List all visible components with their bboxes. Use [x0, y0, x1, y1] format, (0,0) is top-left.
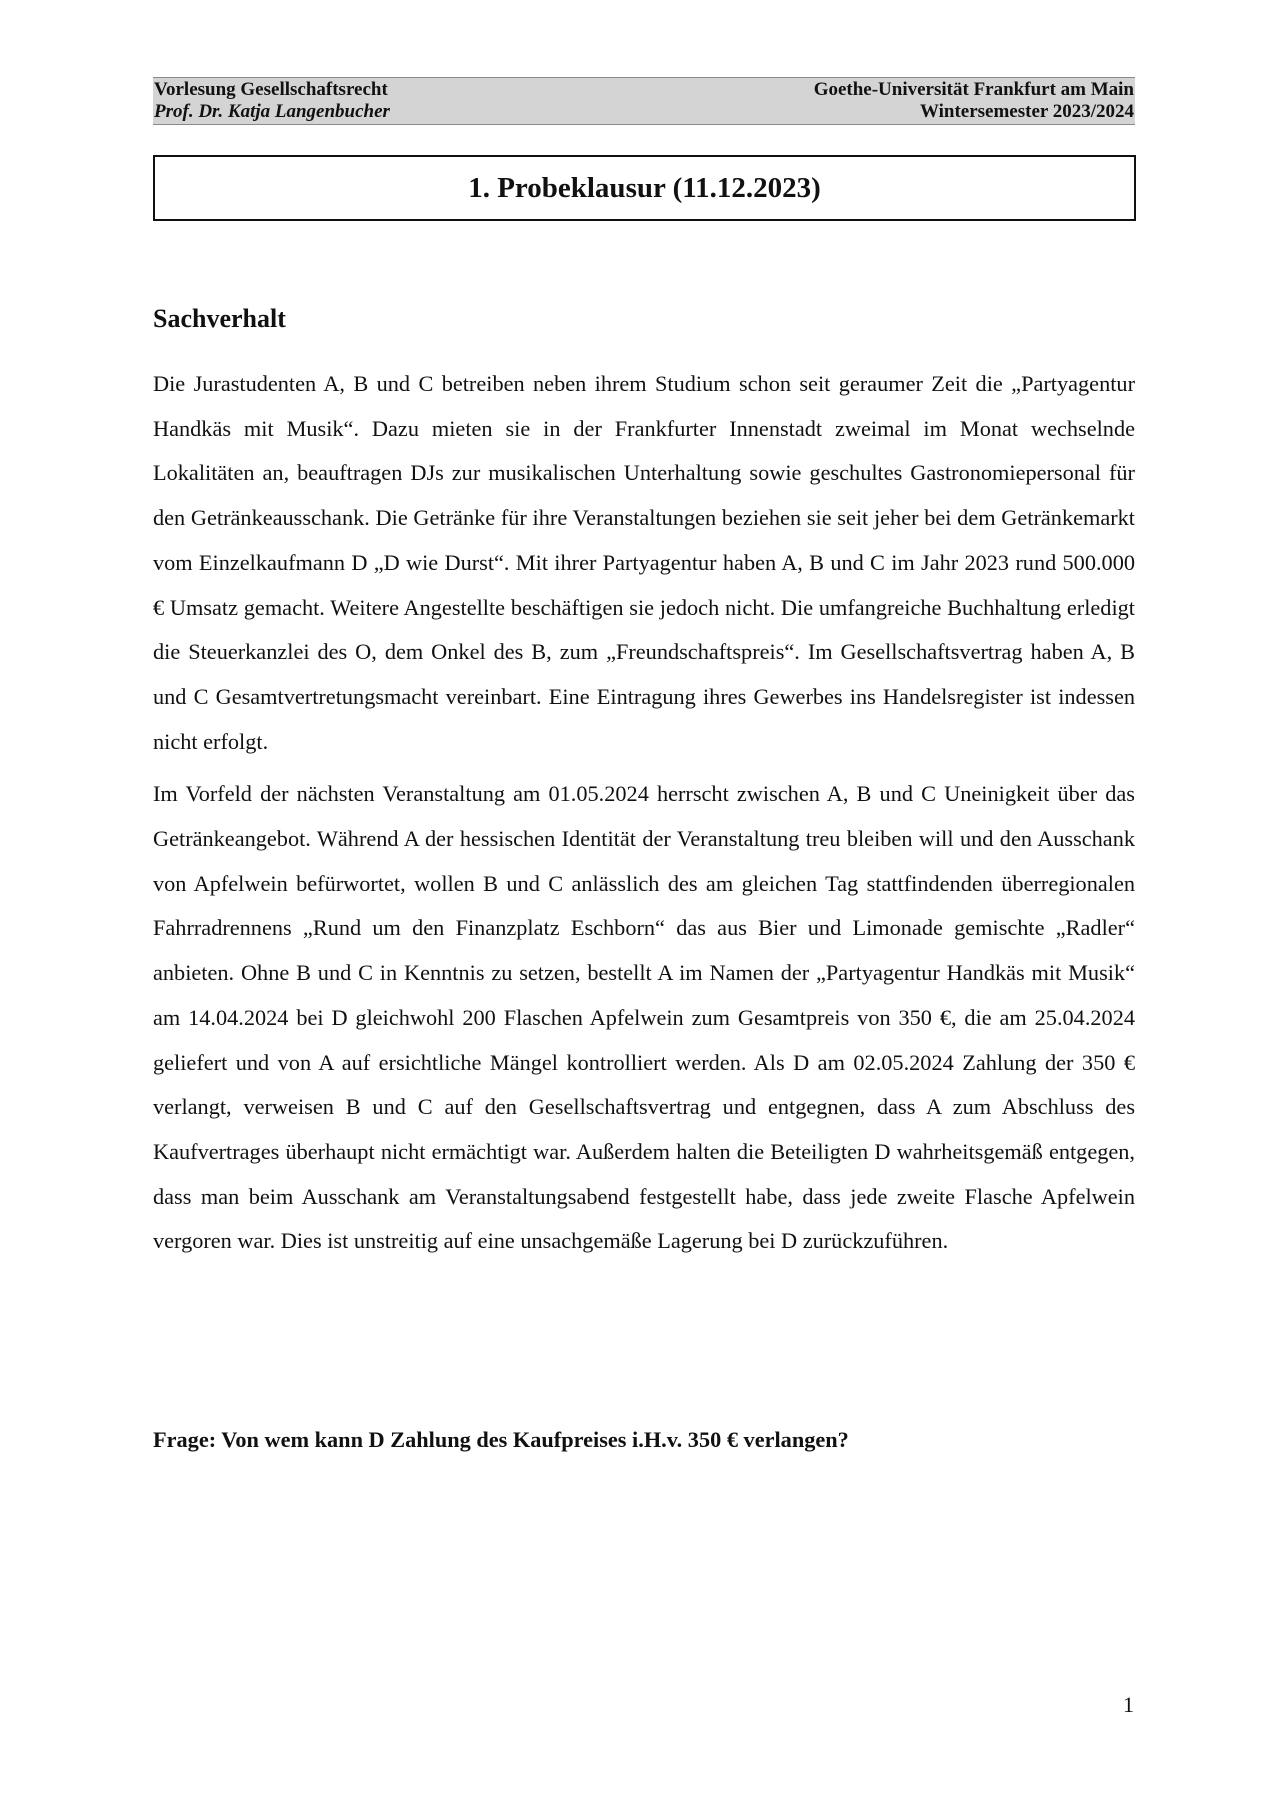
- page-number: 1: [1123, 1692, 1134, 1717]
- exam-title: 1. Probeklausur (11.12.2023): [468, 171, 821, 204]
- exam-question: Frage: Von wem kann D Zahlung des Kaufpreises i.H.v. 350 € verlangen?: [153, 1427, 849, 1452]
- semester: Wintersemester 2023/2024: [919, 101, 1134, 122]
- case-text: [153, 362, 1135, 1272]
- paragraph-2: Im Vorfeld der nächsten Veranstaltung am 01.05.2024 herrscht zwischen A, B und C Uneinigkeit über das Getränkeangebot. Während A der hessischen Identität der Veranstaltung treu bleiben will und den Ausschank von Apfelwein befürwortet, wollen B und C anlässlich des am gleichen Tag stattfindenden überregionalen Fahrradrennens „Rund um den Finanzplatz Eschborn“ das aus Bier und Limonade gemischte „Radler“ anbieten. Ohne B und C in Kenntnis zu setzen, bestellt A im Namen der „Partyagentur Handkäs mit Musik“ am 14.04.2024 bei D gleichwohl 200 Flaschen Apfelwein zum Gesamtpreis von 350 €, die am 25.04.2024 geliefert und von A auf ersichtliche Mängel kontrolliert werden. Als D am 02.05.2024 Zahlung der 350 € verlangt, verweisen B und C auf den Gesellschaftsvertrag und entgegnen, dass A zum Abschluss des Kaufvertrages überhaupt nicht ermächtigt war. Außerdem halten die Beteiligten D wahrheitsgemäß entgegen, dass man beim Ausschank am Veranstaltungsabend festgestellt habe, dass jede zweite Flasche Apfelwein vergoren war. Dies ist unstreitig auf eine unsachgemäße Lagerung bei D zurückzuführen.: [153, 781, 1135, 1254]
- section-heading: Sachverhalt: [153, 304, 286, 333]
- page-header: [153, 77, 1135, 125]
- exam-title-box: [153, 155, 1136, 221]
- course-name: Vorlesung Gesellschaftsrecht: [154, 79, 388, 100]
- header-left: [154, 79, 390, 123]
- university-name: Goethe-Universität Frankfurt am Main: [813, 79, 1134, 100]
- header-right: [814, 79, 1134, 123]
- paragraph-1: Die Jurastudenten A, B und C betreiben neben ihrem Studium schon seit geraumer Zeit die „Partyagentur Handkäs mit Musik“. Dazu mieten sie in der Frankfurter Innenstadt zweimal im Monat wechselnde Lokalitäten an, beauftragen DJs zur musikalischen Unterhaltung sowie geschultes Gastronomiepersonal für den Getränkeausschank. Die Getränke für ihre Veranstaltungen beziehen sie seit jeher bei dem Getränkemarkt vom Einzelkaufmann D „D wie Durst“. Mit ihrer Partyagentur haben A, B und C im Jahr 2023 rund 500.000 € Umsatz gemacht. Weitere Angestellte beschäftigen sie jedoch nicht. Die umfangreiche Buchhaltung erledigt die Steuerkanzlei des O, dem Onkel des B, zum „Freundschaftspreis“. Im Gesellschaftsvertrag haben A, B und C Gesamtvertretungsmacht vereinbart. Eine Eintragung ihres Gewerbes ins Handelsregister ist indessen nicht erfolgt.: [153, 371, 1135, 754]
- professor-name: Prof. Dr. Katja Langenbucher: [154, 101, 390, 122]
